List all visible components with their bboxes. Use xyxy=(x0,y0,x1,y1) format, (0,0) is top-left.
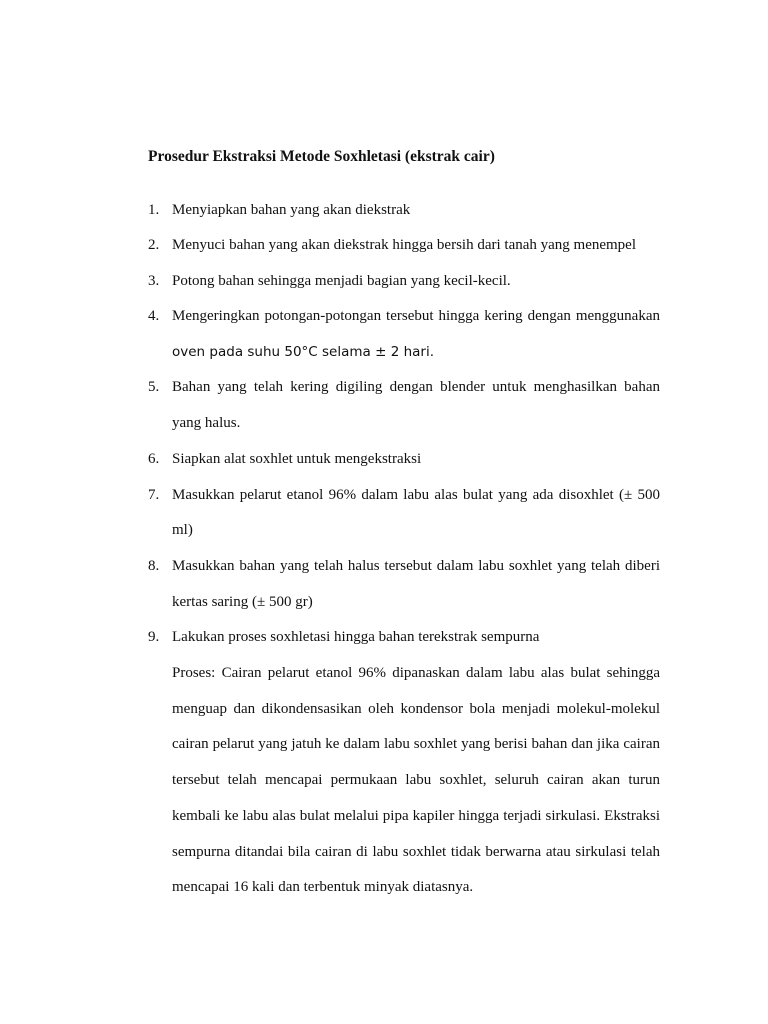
item-3-text: Potong bahan sehingga menjadi bagian yang kecil-kecil. xyxy=(172,273,511,289)
item-3-number: 3. xyxy=(148,273,160,289)
item-5-text-line-2: yang halus. xyxy=(172,415,241,431)
document-title: Prosedur Ekstraksi Metode Soxhletasi (ekstrak cair) xyxy=(148,148,495,165)
process-line-7: mencapai 16 kali dan terbentuk minyak diatasnya. xyxy=(172,879,474,895)
process-line-1: Proses: Cairan pelarut etanol 96% dipanaskan dalam labu alas bulat sehingga xyxy=(172,665,660,681)
item-5-number: 5. xyxy=(148,379,160,395)
process-line-4: tersebut telah mencapai permukaan labu soxhlet, seluruh cairan akan turun xyxy=(172,772,660,788)
item-7-text-line-1: Masukkan pelarut etanol 96% dalam labu alas bulat yang ada disoxhlet (± 500 xyxy=(172,487,660,503)
item-5-text-line-1: Bahan yang telah kering digiling dengan blender untuk menghasilkan bahan xyxy=(172,379,660,395)
item-7-text-line-2: ml) xyxy=(172,522,193,538)
item-1-text: Menyiapkan bahan yang akan diekstrak xyxy=(172,202,411,218)
item-8-text-line-2: kertas saring (± 500 gr) xyxy=(172,594,313,610)
process-line-5: kembali ke labu alas bulat melalui pipa kapiler hingga terjadi sirkulasi. Ekstraksi xyxy=(172,808,660,824)
process-line-6: sempurna ditandai bila cairan di labu soxhlet tidak berwarna atau sirkulasi telah xyxy=(172,844,660,860)
item-4-text-line-2: oven pada suhu 50°C selama ± 2 hari. xyxy=(172,344,434,360)
item-6-number: 6. xyxy=(148,451,160,467)
item-7-number: 7. xyxy=(148,487,160,503)
process-line-3: cairan pelarut yang jatuh ke dalam labu soxhlet yang berisi bahan dan jika cairan xyxy=(172,736,660,752)
item-2-text: Menyuci bahan yang akan diekstrak hingga bersih dari tanah yang menempel xyxy=(172,237,637,253)
item-9-text: Lakukan proses soxhletasi hingga bahan terekstrak sempurna xyxy=(172,629,540,645)
item-9-number: 9. xyxy=(148,629,160,645)
process-line-2: menguap dan dikondensasikan oleh kondensor bola menjadi molekul-molekul xyxy=(172,701,660,717)
item-4-text-line-1: Mengeringkan potongan-potongan tersebut hingga kering dengan menggunakan xyxy=(172,308,660,324)
item-1-number: 1. xyxy=(148,202,160,218)
item-8-text-line-1: Masukkan bahan yang telah halus tersebut dalam labu soxhlet yang telah diberi xyxy=(172,558,660,574)
item-8-number: 8. xyxy=(148,558,160,574)
item-6-text: Siapkan alat soxhlet untuk mengekstraksi xyxy=(172,451,422,467)
item-4-number: 4. xyxy=(148,308,160,324)
item-2-number: 2. xyxy=(148,237,160,253)
